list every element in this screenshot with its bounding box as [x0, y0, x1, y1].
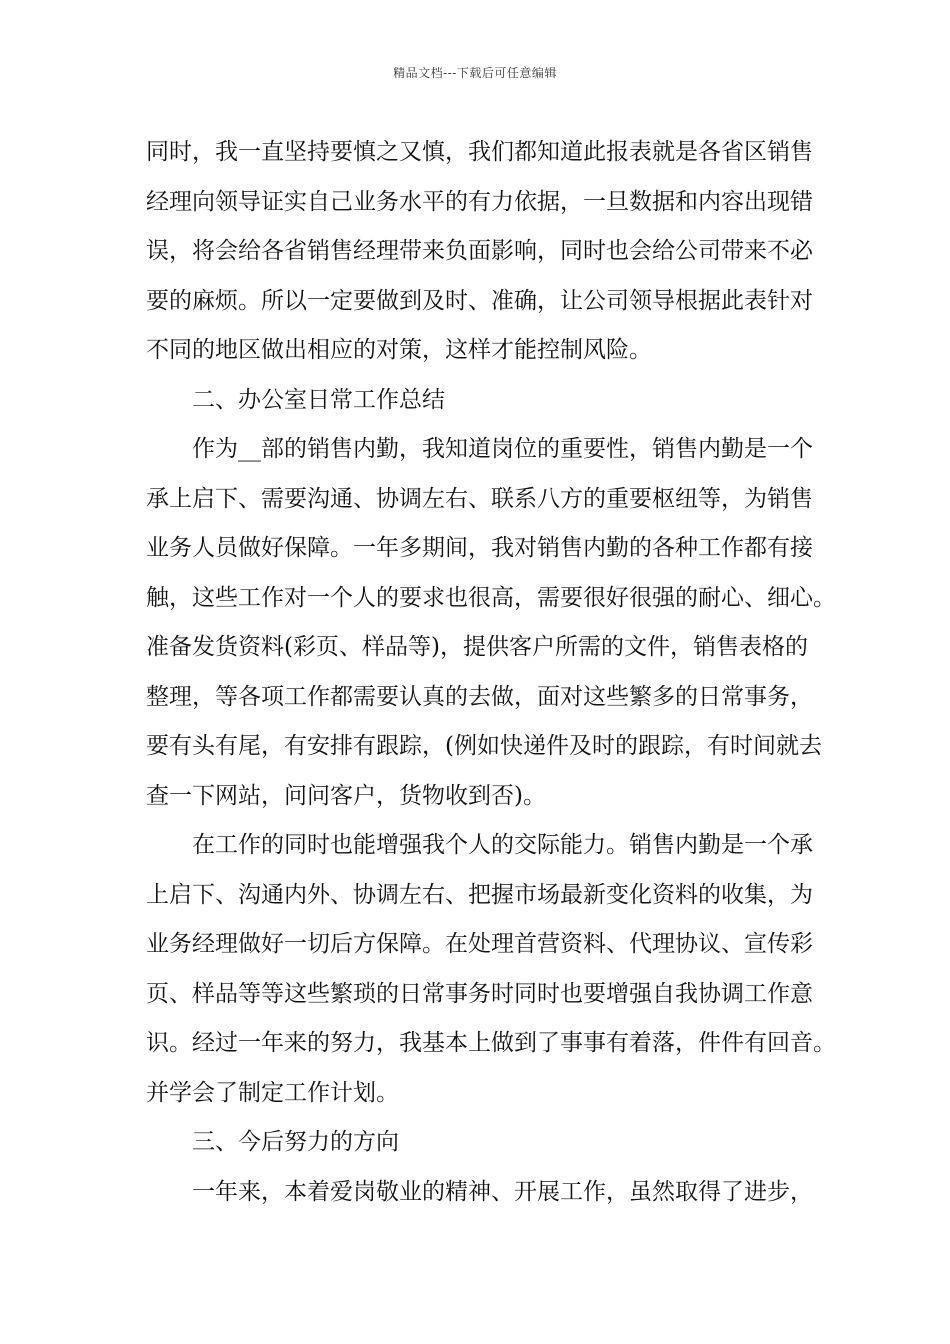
page-header: 精品文档---下载后可任意编辑 [393, 66, 557, 80]
text-line: 一年来，本着爱岗敬业的精神、开展工作，虽然取得了进步， [192, 1178, 813, 1205]
paragraph [146, 821, 836, 1118]
document-body [146, 128, 836, 1217]
text-line: 作为__部的销售内勤，我知道岗位的重要性，销售内勤是一个 [192, 436, 813, 462]
text-line: 要有头有尾，有安排有跟踪，(例如快递件及时的跟踪，有时间就去 [146, 733, 822, 759]
text-line: 识。经过一年来的努力，我基本上做到了事事有着落，件件有回音。 [146, 1030, 836, 1056]
section-heading [146, 1118, 806, 1168]
text-line: 页、样品等等这些繁琐的日常事务时同时也要增强自我协调工作意 [146, 980, 813, 1007]
section-heading [146, 376, 806, 426]
text-line: 查一下网站，问问客户，货物收到否)。 [146, 782, 546, 809]
text-line: 承上启下、需要沟通、协调左右、联系八方的重要枢纽等，为销售 [146, 485, 813, 512]
heading-text: 三、今后努力的方向 [192, 1129, 399, 1155]
paragraph [146, 128, 813, 376]
paragraph [146, 425, 836, 821]
text-line: 整理，等各项工作都需要认真的去做，面对这些繁多的日常事务， [146, 683, 813, 710]
text-line: 业务经理做好一切后方保障。在处理首营资料、代理协议、宣传彩 [146, 931, 813, 957]
text-line: 经理向领导证实自己业务水平的有力依据，一旦数据和内容出现错 [146, 188, 813, 215]
text-line: 上启下、沟通内外、协调左右、把握市场最新变化资料的收集，为 [146, 881, 813, 908]
text-line: 要的麻烦。所以一定要做到及时、准确，让公司领导根据此表针对 [146, 287, 813, 314]
heading-text: 二、办公室日常工作总结 [192, 386, 445, 413]
text-line: 在工作的同时也能增强我个人的交际能力。销售内勤是一个承 [192, 832, 813, 858]
text-line: 准备发货资料(彩页、样品等)，提供客户所需的文件，销售表格的 [146, 634, 808, 660]
text-line: 业务人员做好保障。一年多期间，我对销售内勤的各种工作都有接 [146, 535, 813, 561]
text-line: 不同的地区做出相应的对策，这样才能控制风险。 [146, 337, 652, 363]
text-line: 触，这些工作对一个人的要求也很高，需要很好很强的耐心、细心。 [146, 584, 836, 611]
text-line: 误，将会给各省销售经理带来负面影响，同时也会给公司带来不必 [146, 238, 813, 264]
text-line: 并学会了制定工作计划。 [146, 1079, 399, 1106]
paragraph [146, 1168, 813, 1218]
text-line: 同时，我一直坚持要慎之又慎，我们都知道此报表就是各省区销售 [146, 139, 813, 165]
